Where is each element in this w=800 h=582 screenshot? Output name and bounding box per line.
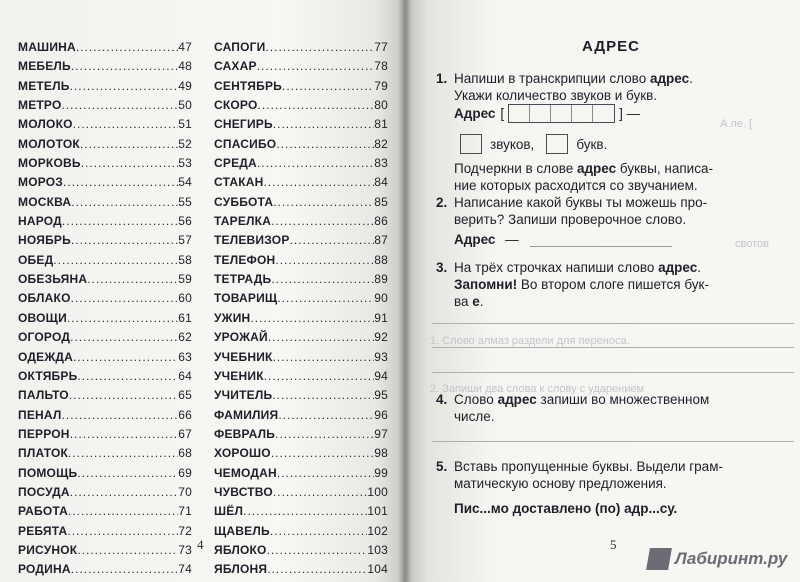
index-word: САХАР <box>214 59 257 74</box>
index-entry <box>214 543 388 562</box>
index-page-number: 61 <box>178 310 192 325</box>
index-page-number: 51 <box>178 117 192 132</box>
dot-leader <box>71 195 178 209</box>
index-entry <box>214 466 388 485</box>
index-page-number: 102 <box>367 523 388 538</box>
word-index-column-1 <box>18 40 192 582</box>
index-entry <box>18 524 192 543</box>
keyword: Запомни! <box>454 277 518 292</box>
index-page-number: 96 <box>374 407 388 422</box>
index-page-number: 53 <box>178 156 192 171</box>
dot-leader <box>264 369 375 383</box>
task-5 <box>436 458 723 492</box>
index-word: ТОВАРИЩ <box>214 291 278 306</box>
index-word: СПАСИБО <box>214 136 277 151</box>
show-through-text: свотов <box>735 238 769 250</box>
index-page-number: 60 <box>178 291 192 306</box>
index-word: ТЕЛЕФОН <box>214 252 276 267</box>
task-1-note <box>454 160 713 194</box>
index-page-number: 57 <box>178 233 192 248</box>
keyword: е <box>472 294 480 309</box>
index-word: УЧЕБНИК <box>214 349 273 364</box>
task-text: . <box>689 71 693 86</box>
index-entry <box>214 485 388 504</box>
index-word: ТЕЛЕВИЗОР <box>214 233 290 248</box>
dot-leader <box>271 446 374 460</box>
dot-leader <box>68 504 178 518</box>
task-text: запиши во множественном <box>536 392 710 407</box>
index-entry <box>214 330 388 349</box>
index-word: ТАРЕЛКА <box>214 214 272 229</box>
index-word: ОДЕЖДА <box>18 349 73 364</box>
task-number: 1. <box>436 71 448 86</box>
index-entry <box>214 291 388 310</box>
task-1 <box>436 70 693 104</box>
dot-leader <box>250 311 374 325</box>
dot-leader <box>71 233 178 247</box>
index-page-number: 65 <box>178 388 192 403</box>
index-entry <box>18 272 192 291</box>
index-word: СРЕДА <box>214 156 257 171</box>
index-entry <box>18 195 192 214</box>
index-word: ОКТЯБРЬ <box>18 368 78 383</box>
index-page-number: 64 <box>178 368 192 383</box>
index-entry <box>18 137 192 156</box>
keyword: адрес <box>576 161 617 176</box>
show-through-text: А ле. [ <box>720 118 753 130</box>
task-2 <box>436 194 707 228</box>
index-word: ОБЛАКО <box>18 291 71 306</box>
index-page-number: 82 <box>374 136 388 151</box>
index-page-number: 67 <box>178 426 192 441</box>
index-page-number: 103 <box>367 542 388 557</box>
index-word: РЕБЯТА <box>18 523 68 538</box>
dot-leader <box>73 117 179 131</box>
dot-leader <box>258 98 375 112</box>
watermark-text: Лабиринт.ру <box>675 549 788 568</box>
dot-leader <box>273 485 367 499</box>
page-title: АДРЕС <box>582 38 640 55</box>
index-page-number: 86 <box>374 214 388 229</box>
index-word: УЧЕНИК <box>214 368 264 383</box>
dot-leader <box>243 504 367 518</box>
index-entry <box>18 466 192 485</box>
dot-leader <box>62 98 179 112</box>
dot-leader <box>71 291 179 305</box>
labirint-logo-icon <box>646 548 672 570</box>
dot-leader <box>290 233 375 247</box>
index-word: УЖИН <box>214 310 251 325</box>
dot-leader <box>70 427 179 441</box>
index-word: ФАМИЛИЯ <box>214 407 279 422</box>
writing-line[interactable] <box>432 441 794 442</box>
index-word: УРОЖАЙ <box>214 330 268 345</box>
dot-leader <box>87 272 178 286</box>
index-entry <box>18 446 192 465</box>
dot-leader <box>267 543 368 557</box>
task-text: Вставь пропущенные буквы. Выдели грам- <box>454 459 723 474</box>
task-number: 3. <box>436 260 448 275</box>
task-text: ва <box>454 294 473 309</box>
index-entry <box>214 311 388 330</box>
index-page-number: 68 <box>178 446 192 461</box>
index-entry <box>18 40 192 59</box>
index-word: ТЕТРАДЬ <box>214 272 272 287</box>
index-word: НОЯБРЬ <box>18 233 71 248</box>
answer-line[interactable] <box>530 246 672 247</box>
index-page-number: 98 <box>374 446 388 461</box>
dot-leader <box>273 195 374 209</box>
index-page-number: 71 <box>178 504 192 519</box>
task-text: Напиши в транскрипции слово <box>454 71 650 86</box>
page-number-right: 5 <box>610 537 617 552</box>
index-word: ПАЛЬТО <box>18 388 69 403</box>
index-entry <box>214 253 388 272</box>
index-word: МОЛОТОК <box>18 136 80 151</box>
dot-leader <box>277 466 374 480</box>
dot-leader <box>273 117 374 131</box>
index-word: ФЕВРАЛЬ <box>214 426 276 441</box>
index-entry <box>18 98 192 117</box>
task-3 <box>436 259 709 310</box>
task-text: буквы, написа- <box>616 161 713 176</box>
index-page-number: 77 <box>374 40 388 54</box>
index-page-number: 74 <box>178 562 192 577</box>
task-text: Слово <box>454 392 498 407</box>
show-through-text: 1. Слово алмаз раздели для переноса. <box>430 335 630 347</box>
index-page-number: 83 <box>374 156 388 171</box>
dot-leader <box>80 137 178 151</box>
dot-leader <box>76 40 178 54</box>
transcription-row <box>454 104 640 123</box>
task-text: числе. <box>454 409 495 424</box>
index-page-number: 84 <box>374 175 388 190</box>
word-label: Адрес <box>454 232 496 247</box>
task-text: Укажи количество звуков и букв. <box>454 88 658 103</box>
index-word: ЧУВСТВО <box>214 484 273 499</box>
index-page-number: 80 <box>374 98 388 113</box>
index-page-number: 88 <box>374 252 388 267</box>
sounds-count-box[interactable] <box>460 134 482 154</box>
dot-leader <box>277 291 374 305</box>
dot-leader <box>272 388 374 402</box>
index-page-number: 58 <box>178 252 192 267</box>
dot-leader <box>263 175 374 189</box>
dot-leader <box>278 408 374 422</box>
keyword: адрес <box>658 260 698 275</box>
index-word: МОЛОКО <box>18 117 73 132</box>
index-word: МЕТЕЛЬ <box>18 78 70 93</box>
index-word: ЧЕМОДАН <box>214 465 277 480</box>
index-word: ШЁЛ <box>214 504 244 519</box>
index-word: ПЛАТОК <box>18 446 69 461</box>
dot-leader <box>282 79 374 93</box>
dot-leader <box>62 408 179 422</box>
index-entry <box>214 388 388 407</box>
dot-leader <box>273 350 375 364</box>
index-entry <box>214 369 388 388</box>
dot-leader <box>271 214 374 228</box>
page-number-left: 4 <box>197 537 204 552</box>
keyword: адрес <box>497 392 537 407</box>
dot-leader <box>77 466 178 480</box>
writing-line[interactable] <box>432 347 794 348</box>
dot-leader <box>67 311 178 325</box>
index-page-number: 55 <box>178 194 192 209</box>
word-index-column-2 <box>214 40 388 582</box>
dot-leader <box>67 524 178 538</box>
index-word: МЕБЕЛЬ <box>18 59 71 74</box>
task-text: матическую основу предложения. <box>454 476 667 491</box>
index-page-number: 97 <box>374 426 388 441</box>
index-page-number: 89 <box>374 272 388 287</box>
dash: — <box>505 232 519 247</box>
index-page-number: 79 <box>374 78 388 93</box>
index-page-number: 66 <box>178 407 192 422</box>
index-page-number: 85 <box>374 194 388 209</box>
watermark <box>648 548 787 570</box>
index-entry <box>214 524 388 543</box>
index-word: ПОСУДА <box>18 484 70 499</box>
dot-leader <box>276 137 374 151</box>
dot-leader <box>257 59 375 73</box>
index-word: СКОРО <box>214 98 258 113</box>
task-text: Подчеркни в слове <box>454 161 577 176</box>
index-entry <box>18 562 192 581</box>
writing-line[interactable] <box>432 372 794 373</box>
index-word: УЧИТЕЛЬ <box>214 388 273 403</box>
index-page-number: 92 <box>374 330 388 345</box>
index-word: САПОГИ <box>214 40 266 54</box>
index-page-number: 72 <box>178 523 192 538</box>
index-word: МОСКВА <box>18 194 72 209</box>
task-text: верить? Запиши проверочное слово. <box>454 212 687 227</box>
index-word: ЩАВЕЛЬ <box>214 523 270 538</box>
index-entry <box>18 408 192 427</box>
dot-leader <box>77 369 178 383</box>
index-entry <box>18 117 192 136</box>
index-word: СНЕГИРЬ <box>214 117 273 132</box>
index-page-number: 52 <box>178 136 192 151</box>
index-word: НАРОД <box>18 214 62 229</box>
index-page-number: 73 <box>178 542 192 557</box>
index-page-number: 95 <box>374 388 388 403</box>
index-word: ПЕНАЛ <box>18 407 62 422</box>
counts-row <box>460 134 607 154</box>
transcription-cells[interactable] <box>508 104 615 123</box>
task-4 <box>436 391 709 425</box>
index-page-number: 99 <box>374 465 388 480</box>
index-word: РАБОТА <box>18 504 69 519</box>
index-entry <box>214 233 388 252</box>
dot-leader <box>68 446 178 460</box>
word-label: Адрес <box>454 106 496 121</box>
index-entry <box>18 291 192 310</box>
dot-leader <box>81 156 179 170</box>
index-entry <box>18 253 192 272</box>
index-page-number: 59 <box>178 272 192 287</box>
show-through-text: 2. Запиши два слова к слову с ударением <box>430 383 645 395</box>
index-word: МАШИНА <box>18 40 76 54</box>
index-word: ЯБЛОНЯ <box>214 562 268 577</box>
index-entry <box>18 79 192 98</box>
index-entry <box>18 427 192 446</box>
index-page-number: 50 <box>178 98 192 113</box>
index-page-number: 48 <box>178 59 192 74</box>
index-word: СУББОТА <box>214 194 274 209</box>
task-5-sentence <box>454 500 677 517</box>
index-page-number: 69 <box>178 465 192 480</box>
index-entry <box>18 485 192 504</box>
index-word: ЯБЛОКО <box>214 542 267 557</box>
letters-count-box[interactable] <box>546 134 568 154</box>
sounds-label: звуков, <box>490 136 535 152</box>
index-page-number: 54 <box>178 175 192 190</box>
index-entry <box>214 504 388 523</box>
task-text: На трёх строчках напиши слово <box>454 260 659 275</box>
task-text: Написание какой буквы ты можешь про- <box>454 195 708 210</box>
index-page-number: 62 <box>178 330 192 345</box>
index-word: ОБЕЗЬЯНА <box>18 272 88 287</box>
index-entry <box>18 59 192 78</box>
task-text: Во втором слоге пишется бук- <box>517 277 709 292</box>
index-word: ОБЕД <box>18 252 54 267</box>
bracket-open: [ <box>500 106 505 121</box>
dot-leader <box>70 485 179 499</box>
dot-leader <box>71 562 179 576</box>
index-page-number: 78 <box>374 59 388 74</box>
index-entry <box>18 214 192 233</box>
index-page-number: 47 <box>178 40 192 54</box>
letters-label: букв. <box>576 136 608 152</box>
index-page-number: 93 <box>374 349 388 364</box>
task-number: 2. <box>436 195 448 210</box>
task-text: . <box>697 260 702 275</box>
index-entry <box>214 98 388 117</box>
bracket-close: ] — <box>619 106 641 121</box>
index-word: РОДИНА <box>18 562 71 577</box>
index-entry <box>214 40 388 59</box>
dot-leader <box>70 330 178 344</box>
dot-leader <box>63 175 178 189</box>
index-entry <box>18 350 192 369</box>
task-text: ние которых расходится со звучанием. <box>454 178 698 193</box>
index-page-number: 101 <box>367 504 388 519</box>
dot-leader <box>271 272 374 286</box>
index-entry <box>214 137 388 156</box>
index-word: ПЕРРОН <box>18 426 70 441</box>
index-word: МОРОЗ <box>18 175 64 190</box>
index-page-number: 87 <box>374 233 388 248</box>
index-entry <box>18 504 192 523</box>
dot-leader <box>73 350 178 364</box>
index-page-number: 100 <box>367 484 388 499</box>
check-word-row <box>454 231 519 248</box>
dot-leader <box>77 543 178 557</box>
index-word: ОГОРОД <box>18 330 71 345</box>
keyword: адрес <box>649 71 690 86</box>
index-entry <box>214 272 388 291</box>
index-page-number: 56 <box>178 214 192 229</box>
index-word: СТАКАН <box>214 175 264 190</box>
dot-leader <box>267 562 367 576</box>
index-page-number: 104 <box>367 562 388 577</box>
index-entry <box>18 233 192 252</box>
index-entry <box>18 311 192 330</box>
index-entry <box>18 156 192 175</box>
index-entry <box>214 562 388 581</box>
index-word: ПОМОЩЬ <box>18 465 78 480</box>
index-entry <box>214 195 388 214</box>
task-text: . <box>479 294 484 309</box>
index-word: МОРКОВЬ <box>18 156 81 171</box>
dot-leader <box>265 40 374 54</box>
index-entry <box>214 214 388 233</box>
dot-leader <box>268 330 374 344</box>
index-entry <box>214 156 388 175</box>
index-entry <box>214 408 388 427</box>
exercise-sentence: Пис...мо доставлено (по) адр...су. <box>454 501 678 516</box>
index-word: ХОРОШО <box>214 446 271 461</box>
dot-leader <box>53 253 178 267</box>
dot-leader <box>257 156 374 170</box>
index-entry <box>214 427 388 446</box>
dot-leader <box>71 59 178 73</box>
task-number: 5. <box>436 459 448 474</box>
dot-leader <box>275 253 374 267</box>
index-word: РИСУНОК <box>18 542 78 557</box>
index-entry <box>18 543 192 562</box>
index-page-number: 90 <box>374 291 388 306</box>
index-entry <box>18 330 192 349</box>
index-entry <box>214 175 388 194</box>
index-word: МЕТРО <box>18 98 62 113</box>
writing-line[interactable] <box>432 323 794 324</box>
index-entry <box>214 79 388 98</box>
index-page-number: 94 <box>374 368 388 383</box>
index-word: ОВОЩИ <box>18 310 67 325</box>
dot-leader <box>270 524 368 538</box>
index-page-number: 70 <box>178 484 192 499</box>
index-entry <box>18 369 192 388</box>
dot-leader <box>62 214 178 228</box>
index-entry <box>18 388 192 407</box>
index-word: СЕНТЯБРЬ <box>214 78 282 93</box>
index-entry <box>214 350 388 369</box>
index-page-number: 91 <box>374 310 388 325</box>
index-page-number: 49 <box>178 78 192 93</box>
index-entry <box>214 446 388 465</box>
book-gutter-shadow <box>398 0 412 582</box>
index-entry <box>214 59 388 78</box>
dot-leader <box>69 388 178 402</box>
index-entry <box>214 117 388 136</box>
index-entry <box>18 175 192 194</box>
dot-leader <box>70 79 179 93</box>
index-page-number: 81 <box>374 117 388 132</box>
task-number: 4. <box>436 392 448 407</box>
index-page-number: 63 <box>178 349 192 364</box>
dot-leader <box>275 427 374 441</box>
